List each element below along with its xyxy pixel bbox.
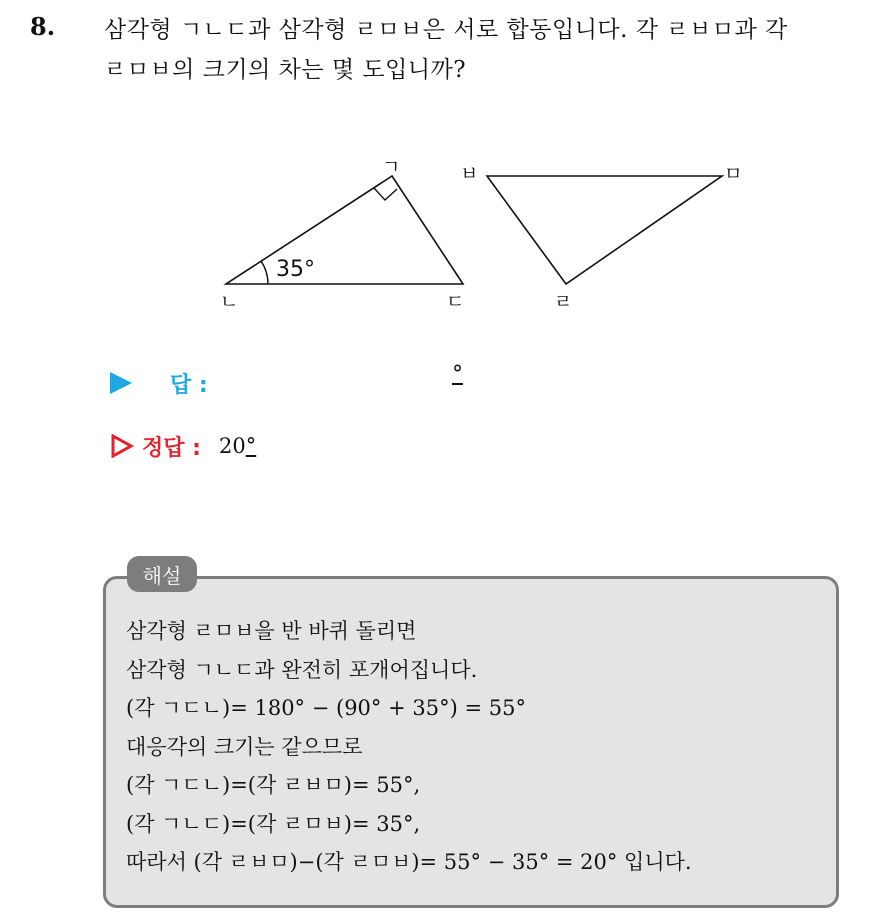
question-text <box>104 10 874 90</box>
explanation-line: (각 ㄱㄴㄷ)=(각 ㄹㅁㅂ)= 35°, <box>126 811 421 836</box>
vertex-nieun: ㄴ <box>220 291 239 313</box>
explanation-line: (각 ㄱㄷㄴ)=(각 ㄹㅂㅁ)= 55°, <box>126 773 421 797</box>
question-line-2: ㄹㅁㅂ의 크기의 차는 몇 도입니까? <box>104 57 467 83</box>
question-line-1: 삼각형 ㄱㄴㄷ과 삼각형 ㄹㅁㅂ은 서로 합동입니다. 각 ㄹㅂㅁ과 각 <box>104 17 788 43</box>
explanation-line: 대응각의 크기는 같으므로 <box>126 734 363 759</box>
correct-answer-row <box>110 428 256 464</box>
correct-answer-label: 정답 : <box>142 435 201 461</box>
answer-blank-unit[interactable]: ° <box>452 362 463 387</box>
angle-arc-35 <box>261 261 268 284</box>
play-arrow-icon <box>110 372 132 394</box>
vertex-giyeok: ㄱ <box>382 156 401 178</box>
vertex-bieup: ㅂ <box>460 163 479 185</box>
explanation-line: 삼각형 ㄱㄴㄷ과 완전히 포개어집니다. <box>126 657 478 682</box>
vertex-mieum: ㅁ <box>724 163 743 185</box>
correct-answer-value: 20 <box>218 434 246 458</box>
vertex-rieul: ㄹ <box>554 291 573 313</box>
explanation-line: (각 ㄱㄷㄴ)= 180° − (90° + 35°) = 55° <box>126 696 526 720</box>
right-angle-mark <box>374 188 397 200</box>
vertex-digeut: ㄷ <box>446 291 465 313</box>
angle-label-35: 35° <box>276 257 315 282</box>
explanation-tag: 해설 <box>127 556 197 592</box>
explanation-text <box>126 612 831 882</box>
answer-row <box>110 366 208 400</box>
triangles-figure <box>210 150 770 320</box>
outline-arrow-icon <box>110 434 134 458</box>
question-number: 8. <box>30 12 56 41</box>
explanation-line: 삼각형 ㄹㅁㅂ을 반 바퀴 돌리면 <box>126 619 417 643</box>
explanation-line: 따라서 (각 ㄹㅂㅁ)−(각 ㄹㅁㅂ)= 55° − 35° = 20° 입니다. <box>126 850 692 874</box>
triangle-giyeok-nieun-digeut <box>226 176 463 284</box>
triangle-rieul-mieum-bieup <box>487 176 722 284</box>
correct-answer-unit: ° <box>245 434 257 458</box>
answer-label: 답 : <box>170 372 208 398</box>
